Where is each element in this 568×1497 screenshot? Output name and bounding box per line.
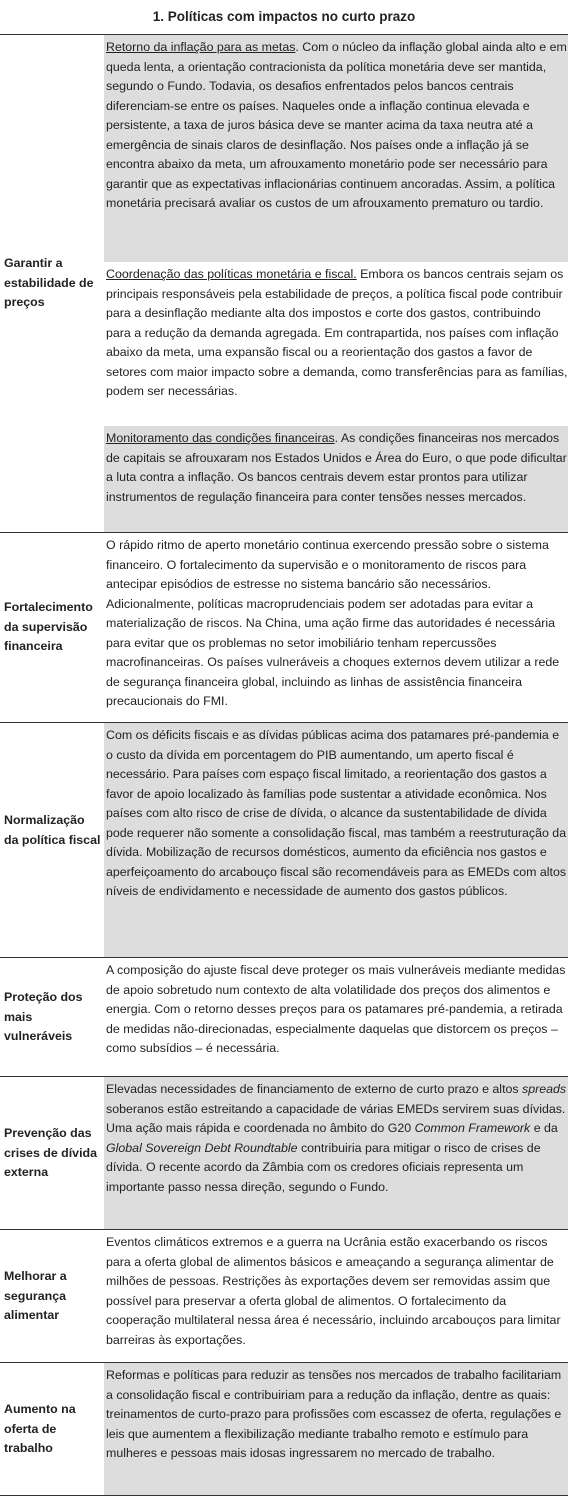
text-part: e da (530, 1121, 558, 1135)
row-label: Aumento na oferta de trabalho (4, 1402, 76, 1455)
text-block: Reformas e políticas para reduzir as tensões nos mercados de trabalho facilitariam a consolidação fiscal e contribuiriam para a redução da inflação, dentre as quais: treinamentos de curto-prazo para profissões com escassez de oferta, regulações e leis que aumentem a flexibilização mediante trabalho remoto e estímulo para mulheres e pessoas mais idosas ingressarem no mercado de trabalho. (104, 1363, 568, 1495)
table-row (0, 1076, 568, 1229)
text-block: A composição do ajuste fiscal deve proteger os mais vulneráveis mediante medidas de apoio sobretudo num contexto de alta volatilidade dos preços dos alimentos e energia. Com o retorno desses preços para os patamares pré-pandemia, a retirada de medidas não-direcionadas, especialmente daquelas que distorcem os preços – como subsídios – é necessária. (104, 958, 568, 1076)
text-block (104, 1077, 568, 1229)
block-text: . As condições financeiras nos mercados de capitais se afrouxaram nos Estados Unidos e Área do Euro, o que pode dificultar a luta contra a inflação. Os bancos centrais devem estar prontos para utilizar instrumentos de regulação financeira para conter tensões nesses mercados. (106, 431, 567, 504)
document-title: 1. Políticas com impactos no curto prazo (152, 9, 416, 24)
table-row (0, 34, 568, 532)
table-row (0, 532, 568, 722)
block-heading: Monitoramento das condições financeiras (106, 431, 335, 445)
block-heading: Coordenação das políticas monetária e fiscal. (106, 267, 357, 281)
block-text: . Com o núcleo da inflação global ainda alto e em queda lenta, a orientação contracionista da política monetária deve ser mantida, segundo o Fundo. Todavia, os desafios enfrentados pelos bancos centrais diferenciam-se entre os países. Naqueles onde a inflação continua elevada e persistente, a taxa de juros básica deve se manter acima da taxa neutra até a emergência de sinais claros de desinflação. Nos países onde a inflação já se encontra abaixo da meta, um afrouxamento monetário pode ser necessário para garantir que as expectativas inflacionárias continuem ancoradas. Assim, a política monetária precisará avaliar os custos de um afrouxamento prematuro ou tardio. (106, 40, 567, 210)
row-label: Prevenção das crises de dívida externa (4, 1126, 97, 1179)
row-label: Melhorar a segurança alimentar (4, 1269, 67, 1322)
text-block: Com os déficits fiscais e as dívidas públicas acima dos patamares pré-pandemia e o custo da dívida em porcentagem do PIB aumentando, um aperto fiscal é necessário. Para países com espaço fiscal limitado, a reorientação dos gastos a favor de apoio localizado às famílias pode sustentar a atividade econômica. Nos países com alto risco de crise de dívida, o alcance da sustentabilidade de dívida pode requerer não somente a consolidação fiscal, mas também a reestruturação da dívida. Mobilização de recursos domésticos, aumento da eficiência nos gastos e aperfeiçoamento do arcabouço fiscal são recomendáveis para as EMEDs com altos níveis de endividamento e necessidade de aumento dos gastos públicos. (104, 723, 568, 957)
text-part: spreads (522, 1082, 567, 1096)
text-part: Common Framework (414, 1121, 531, 1135)
text-block (104, 426, 568, 533)
text-part: soberanos estão estreitando a capacidade de várias EMEDs servirem suas dívidas. Uma ação mais rápida e coordenada no âmbito do G20 (106, 1101, 566, 1135)
table-row (0, 1229, 568, 1362)
text-block: O rápido ritmo de aperto monetário continua exercendo pressão sobre o sistema financeiro. O fortalecimento da supervisão e o monitoramento de riscos para antecipar episódios de estresse no sistema bancário são necessários. Adicionalmente, políticas macroprudenciais podem ser adotadas para evitar a materialização de riscos. Na China, uma ação firme das autoridades é necessária para evitar que os problemas no setor imobiliário tenham repercussões macrofinanceiras. Os países vulneráveis a choques externos devem utilizar a rede de segurança financeira global, incluindo as linhas de assistência financeira precaucionais do FMI. (104, 533, 568, 722)
row-label: Fortalecimento da supervisão financeira (4, 600, 93, 653)
block-heading: Retorno da inflação para as metas (106, 40, 296, 54)
row-label: Proteção dos mais vulneráveis (4, 990, 83, 1043)
text-block: Eventos climáticos extremos e a guerra na Ucrânia estão exacerbando os riscos para a oferta global de alimentos básicos e ameaçando a segurança alimentar de milhões de pessoas. Restrições às exportações devem ser removidas assim que possível para preservar a oferta global de alimentos. O fortalecimento da cooperação multilateral nessa área é necessário, incluindo arcabouços para limitar barreiras às exportações. (104, 1230, 568, 1362)
table-row (0, 722, 568, 957)
text-part: Global Sovereign Debt Roundtable (106, 1140, 298, 1155)
row-label: Garantir a estabilidade de preços (4, 256, 94, 309)
text-block (104, 262, 568, 426)
table-row (0, 957, 568, 1076)
block-text: Embora os bancos centrais sejam os principais responsáveis pela estabilidade de preços, a política fiscal pode contribuir para a desinflação mediante alta dos impostos e corte dos gastos, contribuindo para a redução da demanda agregada. Em contrapartida, nos países com inflação abaixo da meta, uma expansão fiscal ou a reorientação dos gastos a favor de setores com maior impacto sobre a demanda, como transferências para as famílias, podem ser necessárias. (106, 267, 568, 398)
text-block (104, 35, 568, 262)
table-row (0, 1362, 568, 1496)
text-part: Elevadas necessidades de financiamento de externo de curto prazo e altos (106, 1082, 523, 1096)
row-label: Normalização da política fiscal (4, 813, 101, 847)
text-part: contribuiria para mitigar o risco de crises de dívida. O recente acordo da Zâmbia com os credores oficiais representa um importante passo nessa direção, segundo o Fundo. (106, 1140, 541, 1194)
